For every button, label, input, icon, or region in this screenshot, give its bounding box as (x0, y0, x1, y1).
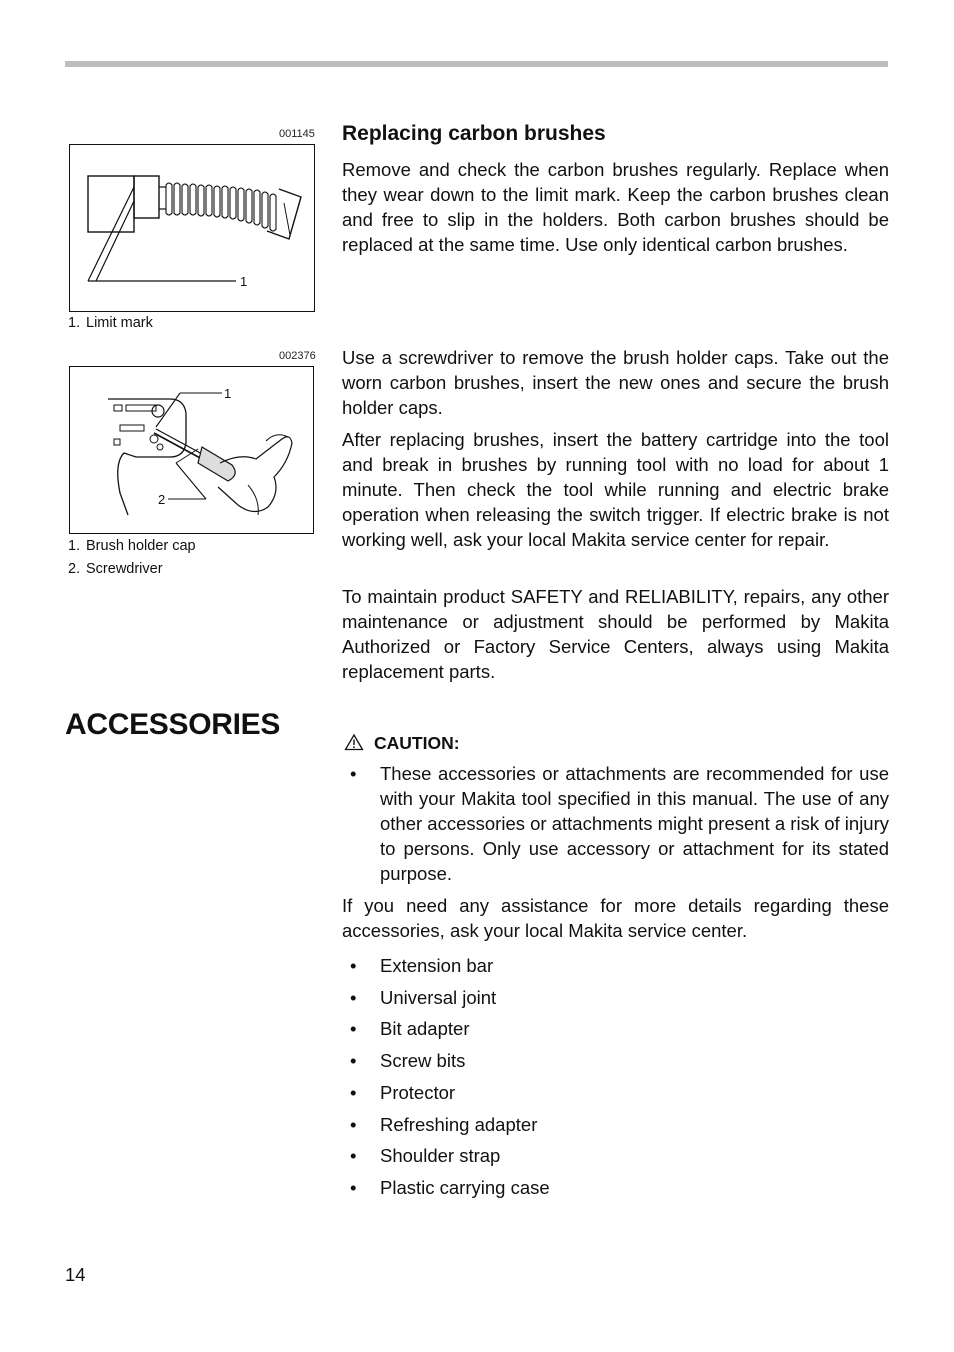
warning-triangle-icon (344, 733, 364, 756)
caution-item: • These accessories or attachments are recommended for use with your Makita tool specified in this manual. The use of any other accessories or attachments might present a risk of injury to persons. Only use accessory or attachment for its stated purpose. (350, 763, 889, 884)
figure-2-callout-2: 2 (158, 492, 166, 507)
accessory-item: • Universal joint (342, 982, 889, 1014)
accessory-item: • Bit adapter (342, 1013, 889, 1045)
figure-2-caption-1: 1. Brush holder cap (68, 538, 196, 554)
paragraph-safety: To maintain product SAFETY and RELIABILITY, repairs, any other maintenance or adjustment should be performed by Makita Authorized or Factory Service Centers, always using Makita replacement parts. (342, 586, 889, 682)
figure-1-callout-1: 1 (240, 274, 248, 289)
paragraph-carbon-check: Remove and check the carbon brushes regularly. Replace when they wear down to the limit mark. Keep the carbon brushes clean and free to slip in the holders. Both carbon brushes should be replaced at the same time. Use only identical carbon brushes. (342, 159, 889, 255)
page-number: 14 (65, 1264, 86, 1285)
figure-1-caption-1: 1. Limit mark (68, 315, 153, 331)
accessory-item: • Protector (342, 1077, 889, 1109)
figure-2-code: 002376 (279, 350, 316, 362)
bullet-icon: • (350, 1081, 357, 1103)
brush-cap-removal-drawing (70, 367, 315, 535)
bullet-icon: • (350, 955, 357, 976)
figure-1-carbon-brush-illustration (69, 144, 315, 312)
bullet-icon: • (350, 1176, 357, 1198)
carbon-brush-drawing (70, 145, 316, 313)
bullet-icon: • (350, 1018, 357, 1040)
bullet-icon: • (350, 986, 357, 1008)
accessories-list (342, 950, 889, 1204)
accessory-item: • Plastic carrying case (342, 1172, 889, 1204)
caution-label: CAUTION: (344, 733, 460, 756)
figure-2-callout-1: 1 (224, 386, 232, 401)
section-heading-accessories: ACCESSORIES (65, 708, 281, 741)
accessory-item: • Extension bar (342, 950, 889, 982)
caution-list (342, 761, 889, 886)
bullet-icon: • (350, 1145, 357, 1167)
figure-2-screwdriver-illustration (69, 366, 314, 534)
bullet-icon: • (350, 1050, 357, 1072)
bullet-icon: • (350, 763, 357, 784)
bullet-icon: • (350, 1113, 357, 1135)
figure-1-code: 001145 (279, 128, 315, 140)
paragraph-accessories-intro: If you need any assistance for more details regarding these accessories, ask your local Makita service center. (342, 895, 889, 941)
header-rule (65, 61, 888, 67)
accessory-item: • Screw bits (342, 1045, 889, 1077)
section-heading-carbon-brushes: Replacing carbon brushes (342, 122, 606, 145)
paragraph-screwdriver: Use a screwdriver to remove the brush holder caps. Take out the worn carbon brushes, insert the new ones and secure the brush holder caps. (342, 347, 889, 418)
accessory-item: • Refreshing adapter (342, 1109, 889, 1141)
paragraph-break-in: After replacing brushes, insert the battery cartridge into the tool and break in brushes by running tool with no load for about 1 minute. Then check the tool while running and electric brake operation when releasing the switch trigger. If electric brake is not working well, ask your local Makita service center for repair. (342, 429, 889, 550)
figure-2-caption-2: 2. Screwdriver (68, 561, 163, 577)
accessory-item: • Shoulder strap (342, 1140, 889, 1172)
